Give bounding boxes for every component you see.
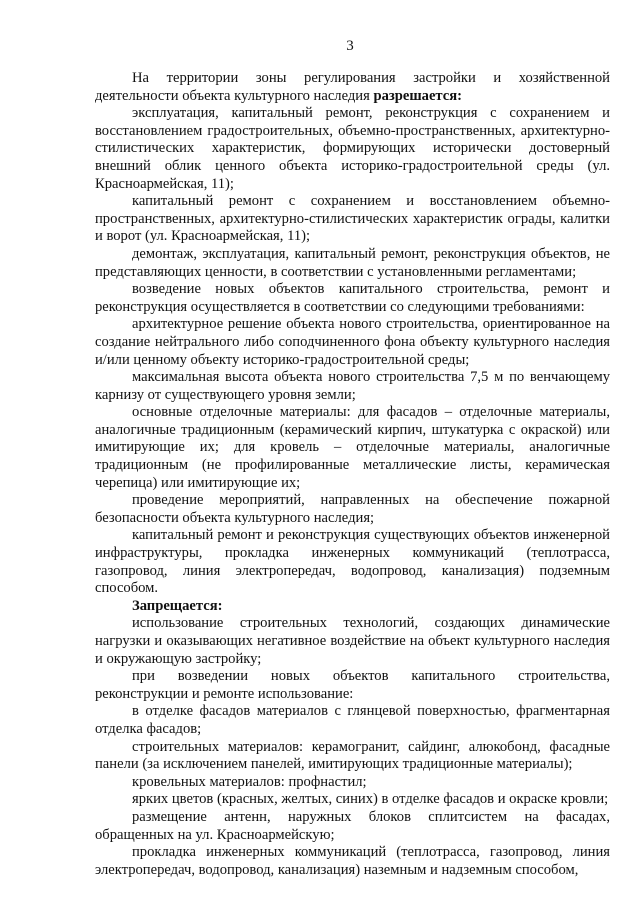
intro-bold-term: разрешается: bbox=[373, 87, 463, 104]
prohibited-item: ярких цветов (красных, желтых, синих) в отделке фасадов и окраске кровли; bbox=[132, 791, 609, 808]
allowed-item: максимальная высота объекта нового строительства 7,5 м по венчающему карнизу от существующего уровня земли; bbox=[95, 369, 610, 403]
allowed-item: демонтаж, эксплуатация, капитальный ремонт, реконструкция объектов, не представляющих ценности, в соответствии с установленными регламентами; bbox=[95, 245, 610, 280]
allowed-item: архитектурное решение объекта нового строительства, ориентированное на создание нейтрального либо соподчиненного фона объекту культурного наследия и/или ценному объекту историко-градостроительной среды; bbox=[95, 316, 610, 368]
prohibited-heading-text: Запрещается: bbox=[132, 597, 223, 614]
intro-paragraph bbox=[95, 70, 610, 105]
prohibited-heading bbox=[95, 598, 610, 616]
allowed-item: основные отделочные материалы: для фасадов – отделочные материалы, аналогичные традиционным (керамический кирпич, штукатурка с окраской) или имитирующие их; для кровель – отделочные материалы, аналогичные традиционным (не профилированные металлические листы, керамическая черепица) или имитирующие их; bbox=[95, 404, 610, 491]
prohibited-item: в отделке фасадов материалов с глянцевой поверхностью, фрагментарная отделка фасадов; bbox=[95, 703, 610, 737]
allowed-item: капитальный ремонт с сохранением и восстановлением объемно-пространственных, архитектурно-стилистических характеристик ограды, калитки и ворот (ул. Красноармейская, 11); bbox=[95, 193, 610, 245]
prohibited-item: размещение антенн, наружных блоков сплитсистем на фасадах, обращенных на ул. Красноармейскую; bbox=[95, 808, 610, 843]
allowed-item: возведение новых объектов капитального строительства, ремонт и реконструкция осуществляется в соответствии со следующими требованиями: bbox=[95, 281, 610, 315]
prohibited-item: прокладка инженерных коммуникаций (теплотрасса, газопровод, линия электропередач, водопровод, канализация) наземным и надземным способом, bbox=[95, 844, 610, 878]
prohibited-item: кровельных материалов: профнастил; bbox=[132, 773, 367, 790]
intro-text: На территории зоны регулирования застройки и хозяйственной деятельности объекта культурного наследия bbox=[95, 70, 610, 104]
prohibited-item: использование строительных технологий, создающих динамические нагрузки и оказывающих негативное воздействие на объект культурного наследия и окружающую застройку; bbox=[95, 615, 610, 667]
prohibited-item: строительных материалов: керамогранит, сайдинг, алюкобонд, фасадные панели (за исключением панелей, имитирующих традиционные материалы); bbox=[95, 738, 610, 773]
allowed-item: эксплуатация, капитальный ремонт, реконструкция с сохранением и восстановлением градостроительных, объемно-пространственных, архитектурно-стилистических характеристик, формирующих исторически достоверный внешний облик ценного объекта историко-градостроительной среды (ул. Красноармейская, 11); bbox=[95, 105, 610, 192]
allowed-item: проведение мероприятий, направленных на обеспечение пожарной безопасности объекта культурного наследия; bbox=[95, 492, 610, 526]
prohibited-item: при возведении новых объектов капитального строительства, реконструкции и ремонте использование: bbox=[95, 668, 610, 702]
allowed-item: капитальный ремонт и реконструкция существующих объектов инженерной инфраструктуры, прокладка инженерных коммуникаций (теплотрасса, газопровод, линия электропередач, водопровод, канализация) подземным способом. bbox=[95, 527, 610, 597]
document-body bbox=[95, 70, 610, 879]
page-number: 3 bbox=[346, 38, 354, 54]
